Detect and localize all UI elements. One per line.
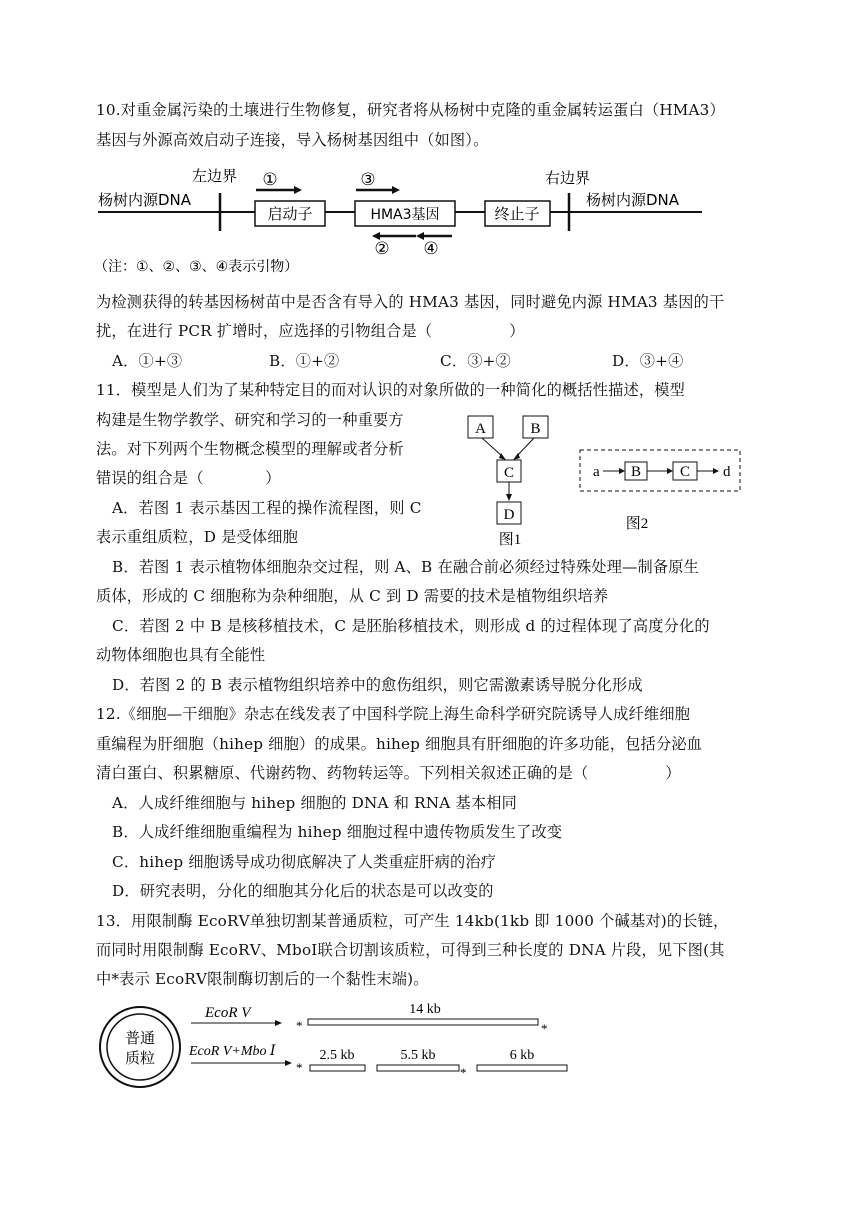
q11-figure-2 xyxy=(575,445,745,535)
right-border-label: 右边界 xyxy=(545,169,591,187)
fig2-arrowhead-b-c xyxy=(667,468,673,474)
fig2-arrowhead-c-d xyxy=(713,468,719,474)
q10-option-c: C．③+② xyxy=(440,352,511,370)
promoter-label: 启动子 xyxy=(267,205,313,223)
fig1-arrow-a-c xyxy=(482,438,503,457)
q12-option-a: A．人成纤维细胞与 hihep 细胞的 DNA 和 RNA 基本相同 xyxy=(112,794,517,812)
fig2-caption: 图2 xyxy=(625,516,649,532)
q12-line-2: 重编程为肝细胞（hihep 细胞）的成果。hihep 细胞具有肝细胞的许多功能，包括分泌血 xyxy=(96,735,703,753)
primer-3-label: ③ xyxy=(360,170,376,190)
q10-line-4: 扰，在进行 PCR 扩增时，应选择的引物组合是（ ） xyxy=(96,322,525,340)
enzyme-1-label: EcoR V xyxy=(205,1005,251,1021)
q11-option-a-line-1: A．若图 1 表示基因工程的操作流程图，则 C xyxy=(112,499,422,517)
fig2-arrowhead-a-b xyxy=(619,468,625,474)
endogenous-dna-label-right: 杨树内源DNA xyxy=(586,191,680,209)
q11-figure-1 xyxy=(460,413,560,553)
fragment-14kb-label: 14 kb xyxy=(409,1002,441,1017)
fig1-label-c: C xyxy=(503,465,515,481)
fig1-caption: 图1 xyxy=(498,532,522,548)
enzyme-1-arrowhead xyxy=(275,1020,282,1026)
q13-line-1: 13．用限制酶 EcoRⅤ单独切割某普通质粒，可产生 14kb(1kb 即 1000 个碱基对)的长链， xyxy=(96,912,729,930)
q10-line-2: 基因与外源高效启动子连接，导入杨树基因组中（如图）。 xyxy=(96,131,489,149)
q11-line-2: 构建是生物学教学、研究和学习的一种重要方 xyxy=(96,411,404,429)
q11-line-3: 法。对下列两个生物概念模型的理解或者分析 xyxy=(96,440,404,458)
q11-option-d: D．若图 2 的 B 表示植物组织培养中的愈伤组织，则它需激素诱导脱分化形成 xyxy=(112,676,643,694)
q13-line-3: 中*表示 EcoRⅤ限制酶切割后的一个黏性末端)。 xyxy=(96,970,429,988)
star-55-right: * xyxy=(460,1065,467,1080)
q11-option-b-line-2: 质体，形成的 C 细胞称为杂种细胞，从 C 到 D 需要的技术是植物组织培养 xyxy=(96,587,609,605)
q11-line-1: 11．模型是人们为了某种特定目的而对认识的对象所做的一种简化的概括性描述，模型 xyxy=(96,381,686,399)
primer-1-label: ① xyxy=(262,170,278,190)
primer-2-label: ② xyxy=(374,239,390,259)
q12-line-3: 清白蛋白、积累糖原、代谢药物、药物转运等。下列相关叙述正确的是（ ） xyxy=(96,764,681,782)
fragment-5-5kb-label: 5.5 kb xyxy=(400,1048,436,1063)
plasmid-inner-ring xyxy=(107,1014,173,1080)
q12-option-c: C．hihep 细胞诱导成功彻底解决了人类重症肝病的治疗 xyxy=(112,853,497,871)
fig1-label-b: B xyxy=(530,421,541,437)
star-14-left: * xyxy=(296,1018,303,1033)
star-14-right: * xyxy=(541,1021,548,1036)
q12-option-d: D．研究表明，分化的细胞其分化后的状态是可以改变的 xyxy=(112,882,494,900)
q12-option-b: B．人成纤维细胞重编程为 hihep 细胞过程中遗传物质发生了改变 xyxy=(112,823,563,841)
q12-line-1: 12.《细胞—干细胞》杂志在线发表了中国科学院上海生命科学研究院诱导人成纤维细胞 xyxy=(96,705,691,723)
fig2-label-a: a xyxy=(593,464,600,480)
enzyme-2-label: EcoR V+Mbo Ⅰ xyxy=(189,1044,276,1059)
plasmid-label-top: 普通 xyxy=(124,1031,156,1047)
fig2-label-c: C xyxy=(679,464,691,480)
q11-option-b-line-1: B．若图 1 表示植物体细胞杂交过程，则 A、B 在融合前必须经过特殊处理—制备原生 xyxy=(112,558,700,576)
fig1-label-d: D xyxy=(503,507,515,523)
fig1-arrowhead-c-d xyxy=(506,494,512,501)
fig2-label-d: d xyxy=(723,464,731,480)
left-border-label: 左边界 xyxy=(192,167,238,185)
primer-4-label: ④ xyxy=(423,239,439,259)
fig2-label-b: B xyxy=(630,464,642,480)
q11-option-c-line-2: 动物体细胞也具有全能性 xyxy=(96,646,266,664)
fragment-14kb xyxy=(308,1019,538,1025)
q13-restriction-figure xyxy=(95,995,585,1095)
primer-note: （注：①、②、③、④表示引物） xyxy=(94,259,299,275)
q11-line-4: 错误的组合是（ ） xyxy=(96,469,281,487)
fragment-6kb-label: 6 kb xyxy=(509,1048,535,1063)
fig1-label-a: A xyxy=(475,421,486,437)
terminator-label: 终止子 xyxy=(494,205,540,223)
q10-line-3: 为检测获得的转基因杨树苗中是否含有导入的 HMA3 基因，同时避免内源 HMA3 基因的干 xyxy=(96,293,725,311)
fragment-2-5kb xyxy=(310,1065,365,1071)
q11-option-c-line-1: C．若图 2 中 B 是核移植技术，C 是胚胎移植技术，则形成 d 的过程体现了高度分化的 xyxy=(112,617,710,635)
gene-label: HMA3基因 xyxy=(370,207,440,223)
primer-1-arrowhead xyxy=(294,186,302,194)
q11-option-a-line-2: 表示重组质粒，D 是受体细胞 xyxy=(96,528,299,546)
q10-option-a: A．①+③ xyxy=(112,352,183,370)
q10-line-1: 10.对重金属污染的土壤进行生物修复，研究者将从杨树中克隆的重金属转运蛋白（HMA3） xyxy=(96,101,725,119)
enzyme-2-arrowhead xyxy=(285,1060,292,1066)
q10-gene-construct-figure xyxy=(90,163,720,278)
fragment-2-5kb-label: 2.5 kb xyxy=(319,1048,355,1063)
fig1-arrow-b-c xyxy=(516,438,534,457)
primer-3-arrowhead xyxy=(392,186,400,194)
q13-line-2: 而同时用限制酶 EcoRⅤ、MboⅠ联合切割该质粒，可得到三种长度的 DNA 片段，见下图(其 xyxy=(96,941,725,959)
star-25-left: * xyxy=(296,1060,303,1075)
q10-option-b: B．①+② xyxy=(269,352,340,370)
fragment-5-5kb xyxy=(377,1065,459,1071)
fragment-6kb xyxy=(477,1065,567,1071)
endogenous-dna-label-left: 杨树内源DNA xyxy=(98,191,192,209)
plasmid-label-bottom: 质粒 xyxy=(124,1051,156,1067)
q10-option-d: D．③+④ xyxy=(612,352,684,370)
